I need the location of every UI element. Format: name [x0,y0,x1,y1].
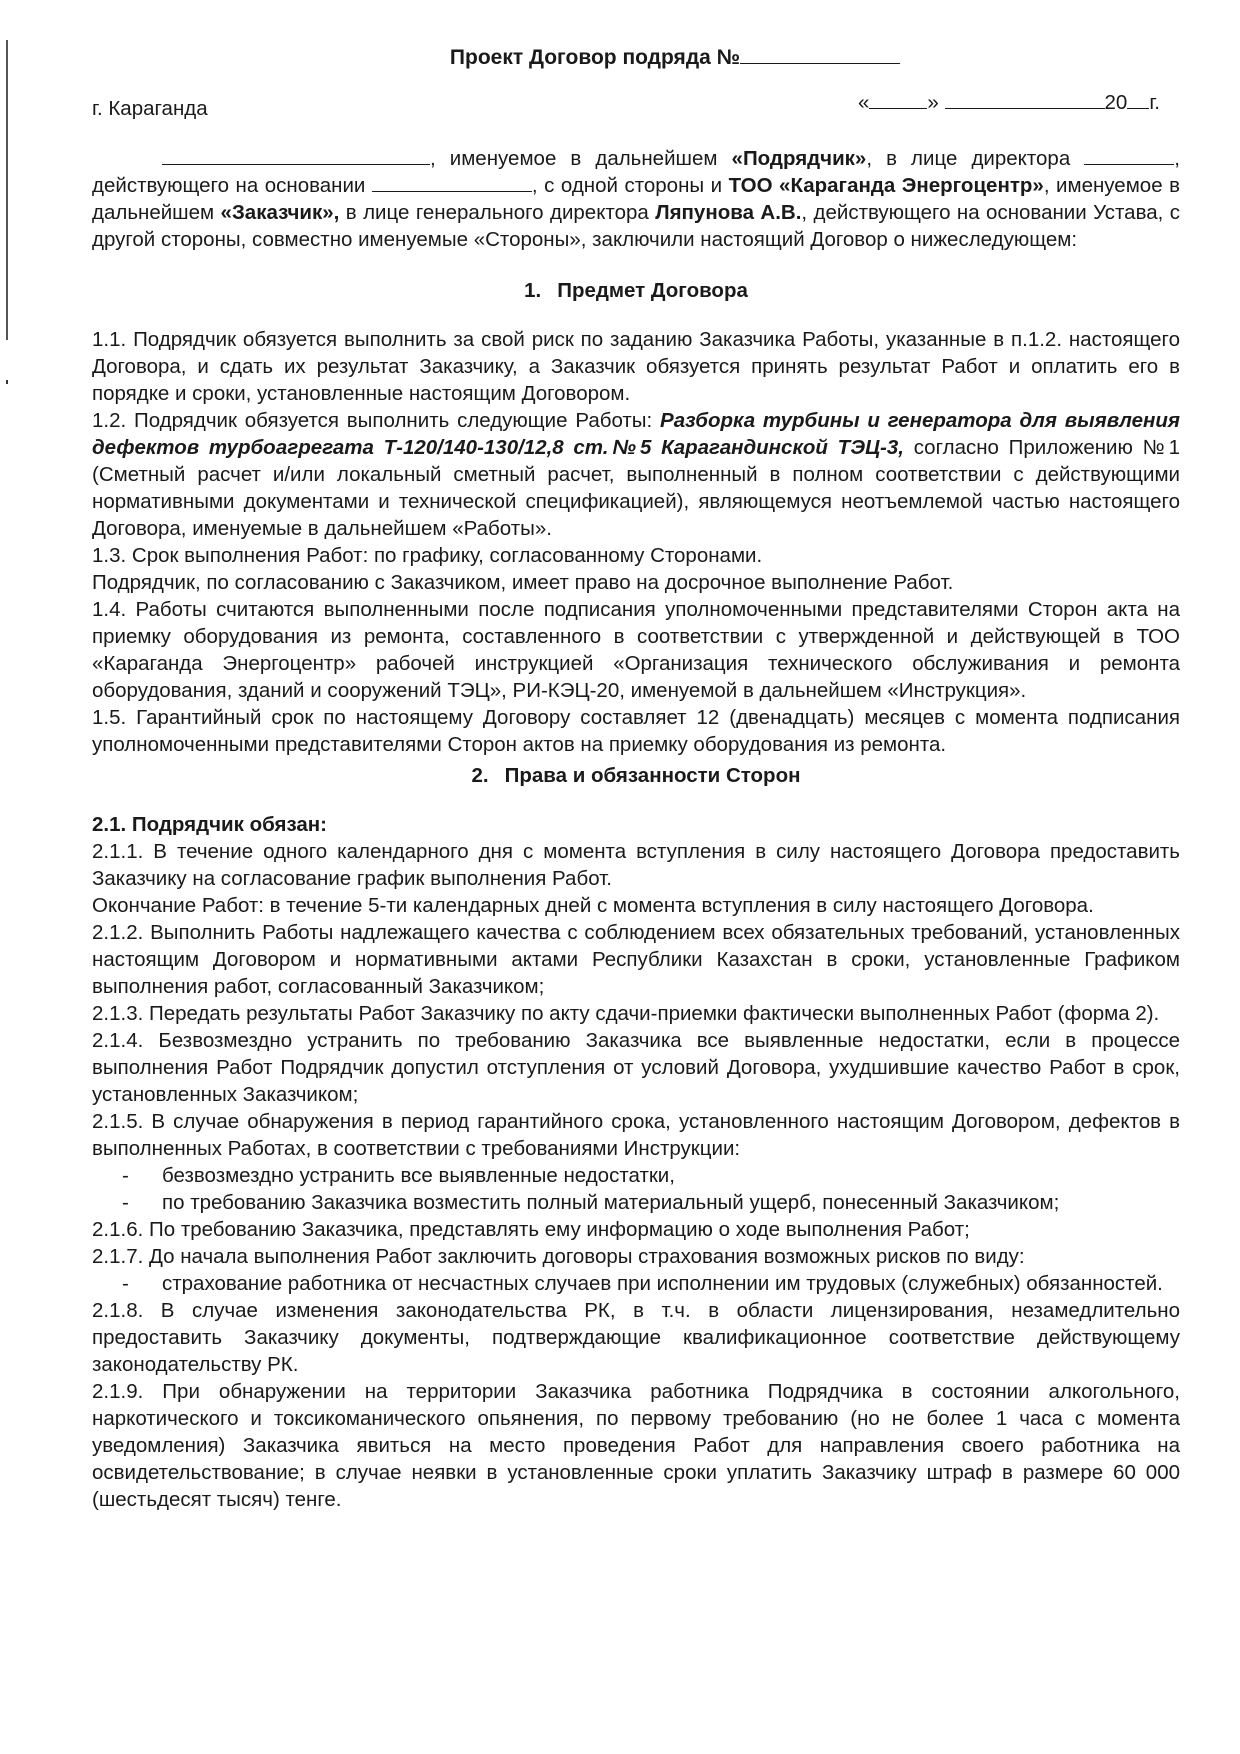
clause-2-1-9: 2.1.9. При обнаружении на территории Заказчика работника Подрядчика в состоянии алкогольного, наркотического и токсикоманического опьянения, по первому требованию (но не более 1 часа с момента уведомления) Заказчика явиться на место проведения Работ для направления своего работника на освидетельствование; в случае неявки в установленные сроки уплатить Заказчику штраф в размере 60 000 (шестьдесят тысяч) тенге. [92,1380,1180,1511]
preamble-text: в лице генерального директора [339,201,656,224]
clause-2-1-7: 2.1.7. До начала выполнения Работ заключить договоры страхования возможных рисков по виду: [92,1245,1025,1268]
city: г. Караганда [92,97,208,120]
preamble [92,145,1180,253]
clause-1-4: 1.4. Работы считаются выполненными после подписания уполномоченными представителями Сторон акта на приемку оборудования из ремонта, составленного в соответствии с утвержденной и действующей в ТОО «Караганда Энергоцентр» рабочей инструкцией «Организация технического обслуживания и ремонта оборудования, зданий и сооружений ТЭЦ», РИ-КЭЦ-20, именуемой в дальнейшем «Инструкция». [92,598,1180,702]
contract-date [858,89,1160,116]
works-description: Разборка турбины и генератора для выявления дефектов турбоагрегата Т-120/140-130/12,8 ст.№5 Карагандинской ТЭЦ-3, [92,409,1180,459]
preamble-text: , действующего на основании Устава, с другой стороны, совместно именуемые «Стороны», заключили настоящий Договор о нижеследующем: [92,201,1180,251]
clause-2-1-2: 2.1.2. Выполнить Работы надлежащего качества с соблюдением всех обязательных требований, установленных настоящим Договором и нормативными актами Республики Казахстан в сроки, установленные Графиком выполнения работ, согласованный Заказчиком; [92,921,1180,998]
scan-edge-mark [6,40,8,340]
section-title: Права и обязанности Сторон [504,764,801,787]
day-blank [869,90,927,109]
month-blank [945,90,1105,109]
clause-2-1-5: 2.1.5. В случае обнаружения в период гарантийного срока, установленного настоящим Договором, дефектов в выполненных Работах, в соответствии с требованиями Инструкции: [92,1110,1180,1160]
preamble-text: , именуемое в дальнейшем [430,147,732,170]
list-dash: - [122,1191,129,1214]
clause-text: 1.2. Подрядчик обязуется выполнить следующие Работы: [92,409,661,432]
document-body [92,44,1180,1513]
document-title [170,44,1180,71]
contractor-term: «Подрядчик» [731,147,867,170]
contractor-name-blank [162,146,430,165]
clause-1-1: 1.1. Подрядчик обязуется выполнить за свой риск по заданию Заказчика Работы, указанные в п.1.2. настоящего Договора, и сдать их результат Заказчику, а Заказчик обязуется принять результат Работ и оплатить его в порядке и сроки, установленные настоящим Договором. [92,328,1180,405]
clause-2-1-6: 2.1.6. По требованию Заказчика, представлять ему информацию о ходе выполнения Работ; [92,1218,970,1241]
year-suffix: г. [1149,91,1160,114]
clause-1-5: 1.5. Гарантийный срок по настоящему Договору составляет 12 (двенадцать) месяцев с момента подписания уполномоченными представителями Сторон актов на приемку оборудования из ремонта. [92,706,1180,756]
year-prefix: 20 [1104,91,1128,114]
title-text: Проект Договор подряда № [449,46,741,69]
clause-2-1-1-note: Окончание Работ: в течение 5-ти календарных дней с момента вступления в силу настоящего Договора. [92,894,1094,917]
list-item [92,1189,1180,1216]
clause-1-3: 1.3. Срок выполнения Работ: по графику, согласованному Сторонами. [92,544,763,567]
list-dash: - [122,1272,129,1295]
list-item [92,1270,1180,1297]
clause-2-1-1: 2.1.1. В течение одного календарного дня с момента вступления в силу настоящего Договора предоставить Заказчику на согласование график выполнения Работ. [92,840,1180,890]
preamble-text: , в лице директора [866,147,1085,170]
section-2-heading [92,762,1180,789]
clause-2-1-4: 2.1.4. Безвозмездно устранить по требованию Заказчика все выявленные недостатки, если в процессе выполнения Работ Подрядчик допустил отступления от условий Договора, ухудшившие качество Работ в срок, установленных Заказчиком; [92,1029,1180,1106]
section-title: Предмет Договора [557,279,748,302]
customer-term: «Заказчик», [220,201,340,224]
subsection-2-1-heading: 2.1. Подрядчик обязан: [92,813,327,836]
section-1-heading [92,277,1180,304]
list-item-text: по требованию Заказчика возместить полный материальный ущерб, понесенный Заказчиком; [162,1191,1060,1214]
clause-2-1-3: 2.1.3. Передать результаты Работ Заказчику по акту сдачи-приемки фактически выполненных Работ (форма 2). [92,1002,1160,1025]
scan-edge-mark [6,380,8,384]
preamble-text: , именуемое в дальнейшем [92,174,1181,224]
clause-1-2 [92,407,1180,542]
year-blank [1127,90,1149,109]
director-name-blank [1084,146,1174,165]
contract-number-blank [740,45,900,64]
list-dash: - [122,1164,129,1187]
city-date-line [92,91,1180,125]
list-item [92,1162,1180,1189]
list-item-text: страхование работника от несчастных случаев при исполнении им трудовых (служебных) обязанностей. [162,1272,1163,1295]
clause-1-3-note: Подрядчик, по согласованию с Заказчиком, имеет право на досрочное выполнение Работ. [92,571,954,594]
preamble-text: , действующего на основании [92,147,1180,197]
clause-text: согласно Приложению №1 (Сметный расчет и/или локальный сметный расчет, выполненный в полном соответствии с действующими нормативными документами и технической спецификацией), являющемуся неотъемлемой частью настоящего Договора, именуемые в дальнейшем «Работы». [92,436,1180,540]
section-number: 2. [471,764,489,787]
date-close-quote: » [927,91,939,114]
preamble-text: , с одной стороны и [531,174,729,197]
date-open-quote: « [858,91,870,114]
basis-blank [372,173,532,192]
list-item-text: безвозмездно устранить все выявленные недостатки, [162,1164,675,1187]
company-name: ТОО «Караганда Энергоцентр» [728,174,1044,197]
section-number: 1. [524,279,542,302]
director-name: Ляпунова А.В. [655,201,802,224]
clause-2-1-8: 2.1.8. В случае изменения законодательства РК, в т.ч. в области лицензирования, незамедлительно предоставить Заказчику документы, подтверждающие квалификационное соответствие действующему законодательству РК. [92,1299,1180,1376]
